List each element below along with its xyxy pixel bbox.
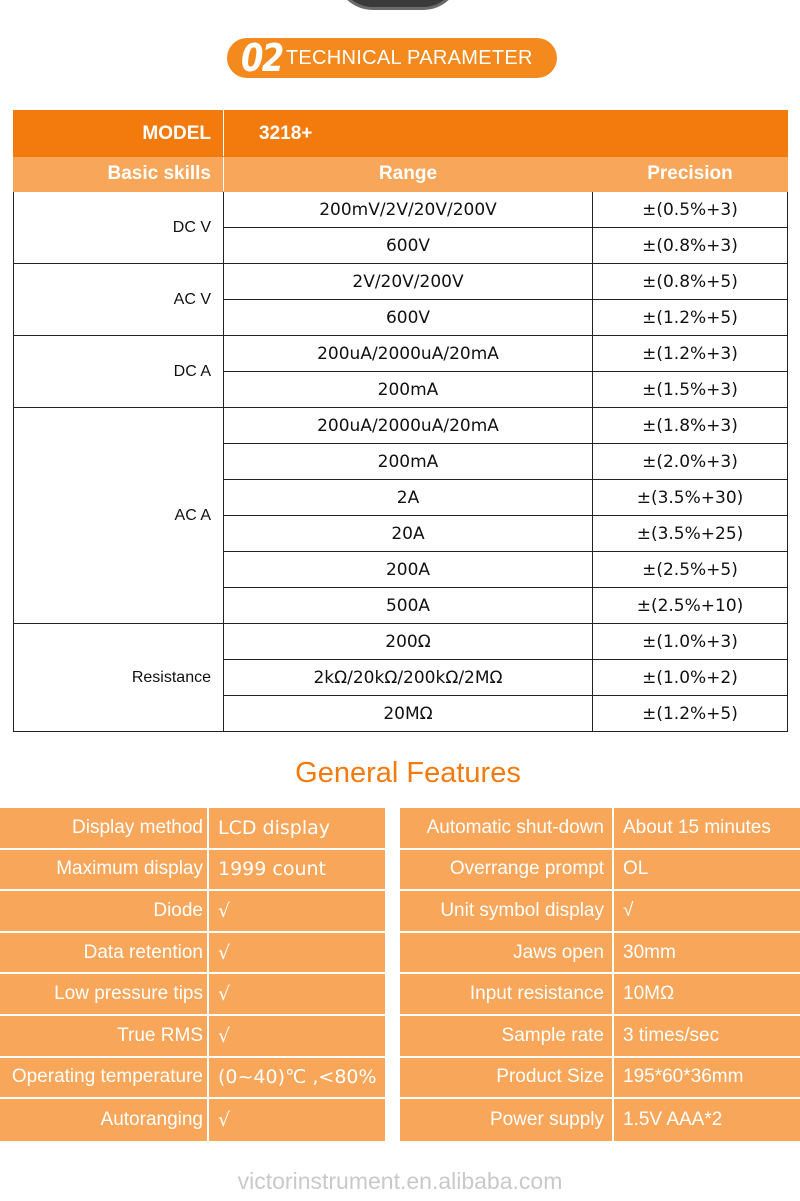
range-cell: 2V/20V/200V [224, 264, 593, 300]
feature-value: √ [218, 941, 231, 964]
section-badge [227, 38, 557, 78]
precision-cell: ±(1.2%+5) [593, 696, 788, 732]
feature-row [0, 1099, 385, 1141]
feature-row [0, 850, 385, 892]
header-basic-skills: Basic skills [14, 157, 224, 192]
precision-cell: ±(1.8%+3) [593, 408, 788, 444]
model-label: MODEL [14, 111, 224, 157]
feature-key: Autoranging [0, 1099, 209, 1141]
range-cell: 200A [224, 552, 593, 588]
feature-value: 1.5V AAA*2 [623, 1108, 723, 1130]
precision-cell: ±(3.5%+25) [593, 516, 788, 552]
skill-cell: DC A [14, 336, 224, 408]
skill-cell: DC V [14, 192, 224, 264]
header-precision: Precision [593, 157, 788, 192]
feature-value: (0~40)℃ ,<80% [218, 1066, 377, 1089]
feature-value: √ [623, 899, 634, 921]
range-cell: 2kΩ/20kΩ/200kΩ/2MΩ [224, 660, 593, 696]
feature-key: Input resistance [400, 974, 614, 1014]
precision-cell: ±(0.8%+5) [593, 264, 788, 300]
feature-row [0, 1016, 385, 1058]
feature-key: Maximum display [0, 850, 209, 890]
table-row [14, 192, 788, 228]
skill-cell: AC A [14, 408, 224, 624]
header-range: Range [224, 157, 593, 192]
range-cell: 600V [224, 300, 593, 336]
precision-cell: ±(2.0%+3) [593, 444, 788, 480]
table-row [14, 624, 788, 660]
table-row [14, 408, 788, 444]
feature-row [400, 1099, 800, 1141]
table-row [14, 336, 788, 372]
model-row [14, 111, 788, 157]
feature-value: About 15 minutes [623, 816, 771, 838]
range-cell: 200mA [224, 372, 593, 408]
section-title: TECHNICAL PARAMETER [285, 46, 533, 69]
feature-key: Data retention [0, 933, 209, 973]
precision-cell: ±(3.5%+30) [593, 480, 788, 516]
feature-row [400, 808, 800, 850]
range-cell: 20A [224, 516, 593, 552]
feature-value: √ [218, 1024, 231, 1047]
feature-key: Automatic shut-down [400, 808, 614, 848]
precision-cell: ±(1.5%+3) [593, 372, 788, 408]
precision-cell: ±(0.8%+3) [593, 228, 788, 264]
precision-cell: ±(0.5%+3) [593, 192, 788, 228]
feature-row [400, 1058, 800, 1100]
precision-cell: ±(1.0%+2) [593, 660, 788, 696]
range-cell: 200uA/2000uA/20mA [224, 408, 593, 444]
range-cell: 500A [224, 588, 593, 624]
range-cell: 200uA/2000uA/20mA [224, 336, 593, 372]
feature-value: 3 times/sec [623, 1024, 720, 1046]
feature-row [400, 891, 800, 933]
feature-value: OL [623, 858, 649, 880]
feature-value: 10MΩ [623, 983, 675, 1005]
range-cell: 200mA [224, 444, 593, 480]
feature-row [0, 891, 385, 933]
general-features-title: General Features [295, 757, 521, 789]
precision-cell: ±(1.0%+3) [593, 624, 788, 660]
header-row [14, 157, 788, 192]
feature-value: 1999 count [218, 858, 326, 881]
features-right-panel [400, 808, 800, 1141]
technical-parameter-table [13, 110, 788, 732]
precision-cell: ±(2.5%+5) [593, 552, 788, 588]
features-left-panel [0, 808, 385, 1141]
feature-key: Sample rate [400, 1016, 614, 1056]
feature-key: Jaws open [400, 933, 614, 973]
precision-cell: ±(1.2%+3) [593, 336, 788, 372]
range-cell: 20MΩ [224, 696, 593, 732]
feature-value: 30mm [623, 941, 676, 963]
feature-value: √ [218, 983, 231, 1006]
feature-key: Display method [0, 808, 209, 848]
table-row [14, 264, 788, 300]
skill-cell: AC V [14, 264, 224, 336]
section-number: 02 [241, 36, 283, 80]
feature-row [0, 933, 385, 975]
feature-key: Overrange prompt [400, 850, 614, 890]
feature-row [400, 933, 800, 975]
feature-value: LCD display [218, 816, 330, 839]
range-cell: 200Ω [224, 624, 593, 660]
feature-key: Low pressure tips [0, 974, 209, 1014]
skill-cell: Resistance [14, 624, 224, 732]
feature-row [0, 974, 385, 1016]
feature-key: Diode [0, 891, 209, 931]
feature-value: √ [218, 1108, 231, 1131]
feature-row [400, 1016, 800, 1058]
model-value: 3218+ [224, 111, 788, 157]
feature-key: True RMS [0, 1016, 209, 1056]
precision-cell: ±(2.5%+10) [593, 588, 788, 624]
feature-key: Unit symbol display [400, 891, 614, 931]
feature-key: Product Size [400, 1058, 614, 1098]
feature-row [0, 808, 385, 850]
footer-watermark: victorinstrument.en.alibaba.com [237, 1168, 563, 1194]
range-cell: 200mV/2V/20V/200V [224, 192, 593, 228]
device-edge [335, 0, 461, 10]
range-cell: 600V [224, 228, 593, 264]
feature-value: √ [218, 899, 231, 922]
range-cell: 2A [224, 480, 593, 516]
feature-row [0, 1058, 385, 1100]
precision-cell: ±(1.2%+5) [593, 300, 788, 336]
feature-key: Power supply [400, 1099, 614, 1141]
feature-row [400, 974, 800, 1016]
feature-value: 195*60*36mm [623, 1066, 744, 1088]
feature-key: Operating temperature [0, 1058, 209, 1098]
feature-row [400, 850, 800, 892]
